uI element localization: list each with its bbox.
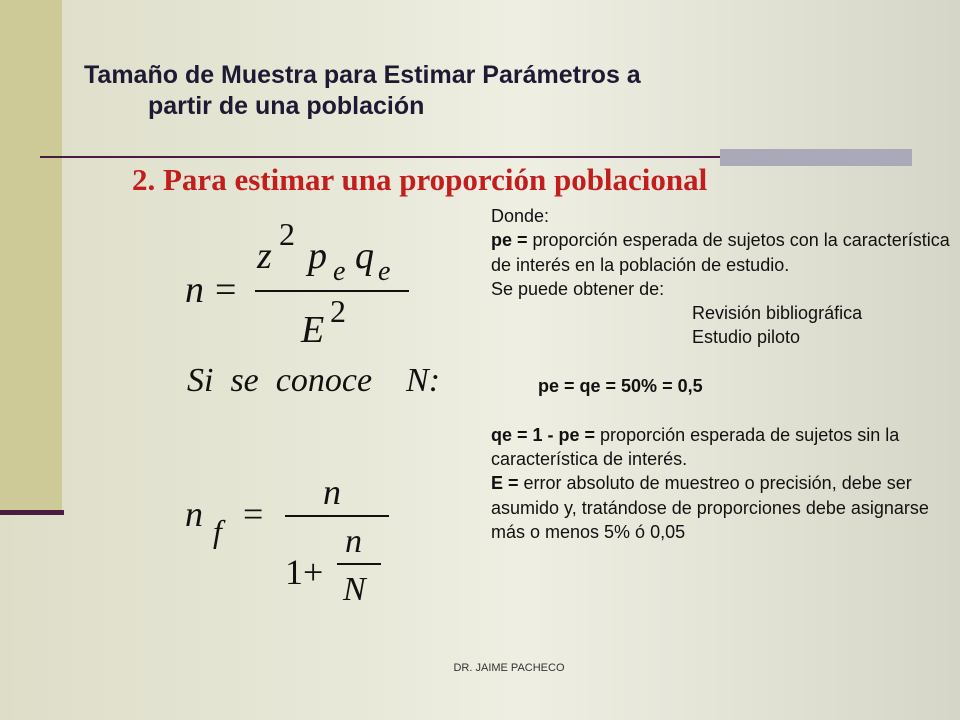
left-accent-line bbox=[0, 510, 64, 515]
title-line-1: Tamaño de Muestra para Estimar Parámetros a bbox=[84, 61, 641, 89]
finite-correction-formula bbox=[175, 476, 405, 616]
title-line-2: partir de una población bbox=[148, 92, 425, 120]
formula2-equals: = bbox=[243, 494, 264, 534]
pe-label: pe = bbox=[491, 230, 533, 251]
divider-accent-block bbox=[720, 149, 912, 166]
known-population-condition bbox=[175, 355, 485, 405]
formula2-inner-numerator: n bbox=[345, 523, 362, 560]
formula1-lhs-n: n bbox=[185, 269, 204, 311]
formula1-q: q bbox=[355, 235, 374, 277]
formula1-z: z bbox=[257, 235, 272, 277]
formula1-equals: = bbox=[215, 269, 237, 311]
slide-title bbox=[84, 60, 641, 122]
sample-size-formula bbox=[175, 210, 475, 360]
qe-definition bbox=[491, 423, 956, 472]
formula1-z-exponent: 2 bbox=[279, 216, 295, 252]
qe-label: qe = 1 - pe = bbox=[491, 424, 601, 445]
formula2-one-plus: 1+ bbox=[285, 552, 324, 592]
donde-label: Donde: bbox=[491, 206, 550, 226]
formula2-numerator: n bbox=[323, 476, 341, 512]
obtain-label: Se puede obtener de: bbox=[491, 278, 665, 299]
e-definition bbox=[491, 471, 956, 544]
left-decor-bar bbox=[0, 0, 62, 512]
qe-description: proporción esperada de sujetos sin la característica de interés. bbox=[491, 424, 900, 469]
pe-definition bbox=[491, 228, 956, 277]
formula1-E-exponent: 2 bbox=[330, 293, 346, 329]
source-bibliographic: Revisión bibliográfica bbox=[692, 303, 863, 324]
formula1-E: E bbox=[301, 309, 325, 351]
pe-description: proporción esperada de sujetos con la característica de interés en la población de estudio. bbox=[491, 230, 950, 275]
condition-text: Si se conoce N: bbox=[187, 362, 441, 399]
e-description: error absoluto de muestreo o precisión, debe ser asumido y, tratándose de proporciones debe asignarse más o menos 5% ó 0,05 bbox=[491, 473, 929, 542]
formula2-lhs-n: n bbox=[185, 494, 203, 534]
section-subtitle: 2. Para estimar una proporción poblacional bbox=[132, 162, 708, 197]
pe-value-equation: pe = qe = 50% = 0,5 bbox=[538, 376, 703, 397]
spacer bbox=[491, 350, 956, 374]
formula2-lhs-sub: f bbox=[213, 513, 222, 549]
formula2-inner-denominator: N bbox=[343, 571, 366, 608]
source-pilot: Estudio piloto bbox=[692, 327, 801, 348]
formula1-p: p bbox=[308, 235, 327, 277]
spacer bbox=[491, 398, 956, 422]
e-label: E = bbox=[491, 473, 524, 494]
formula1-q-sub: e bbox=[378, 256, 391, 287]
definitions-panel bbox=[491, 204, 956, 544]
formula1-p-sub: e bbox=[333, 256, 346, 287]
footer-author: DR. JAIME PACHECO bbox=[453, 662, 565, 674]
